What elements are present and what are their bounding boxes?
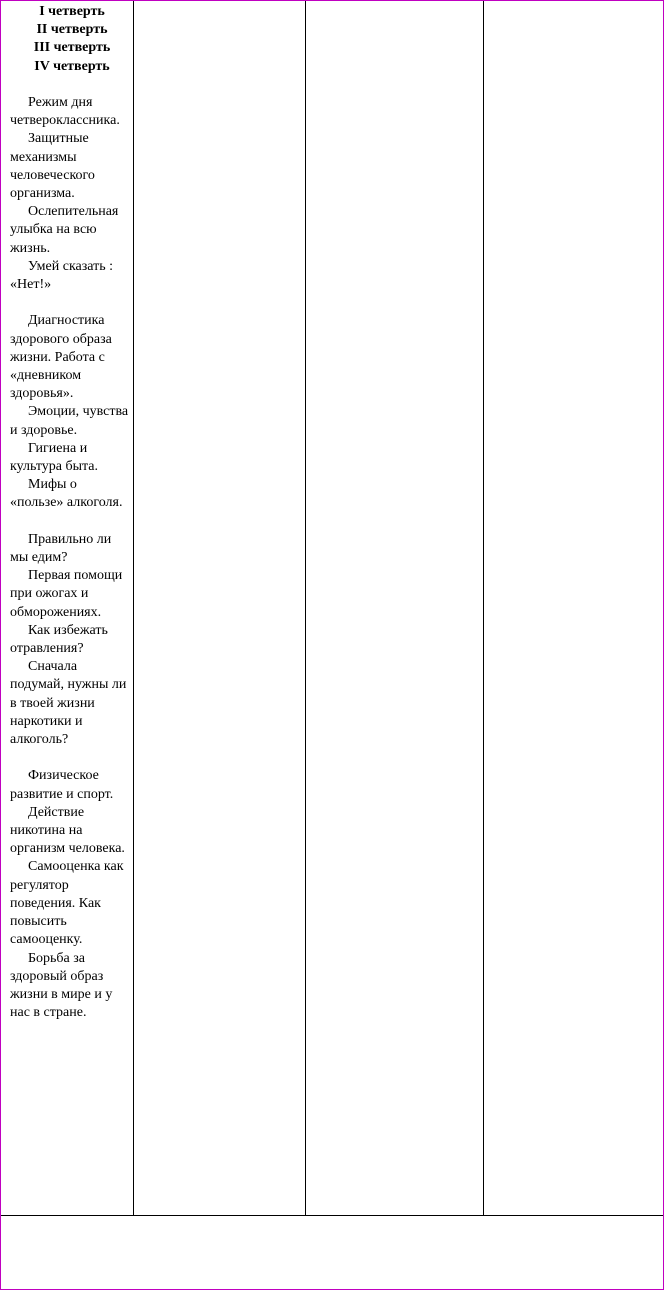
topic-item: Защитные механизмы человеческого организма.: [10, 131, 95, 202]
topic-group-1: [10, 94, 129, 294]
topic-item: Гигиена и культура быта.: [10, 440, 99, 475]
topic-item: Борьба за здоровый образ жизни в мире и у нас в стране.: [10, 950, 113, 1021]
topic-item: Как избежать отравления?: [10, 622, 108, 657]
topics-cell: [1, 1, 134, 1216]
topic-item: Эмоции, чувства и здоровье.: [10, 404, 129, 438]
topic-item: Правильно ли мы едим?: [10, 531, 112, 566]
topic-item: Ослепительная улыбка на всю жизнь.: [10, 204, 119, 256]
empty-cell-2: [134, 1, 306, 1216]
topic-item: Диагностика здорового образа жизни. Работа с «дневником здоровья».: [10, 313, 112, 402]
quarter-headings: [10, 3, 129, 76]
topic-item: Самооценка как регулятор поведения. Как повысить самооценку.: [10, 859, 124, 948]
empty-cell-3: [306, 1, 484, 1216]
quarter-heading-4: IV четверть: [34, 58, 110, 74]
topic-item: Физическое развитие и спорт.: [10, 768, 114, 802]
table-row: [1, 1, 664, 1216]
quarter-heading-2: II четверть: [36, 22, 108, 38]
topic-item: Сначала подумай, нужны ли в твоей жизни наркотики и алкоголь?: [10, 659, 127, 748]
quarter-heading-1: I четверть: [39, 4, 105, 19]
topic-group-2: [10, 312, 129, 512]
empty-cell-4: [484, 1, 664, 1216]
topic-item: Первая помощи при ожогах и обморожениях.: [10, 568, 123, 620]
topic-group-4: [10, 767, 129, 1022]
topic-item: Режим дня четвероклассника.: [10, 95, 120, 129]
topic-item: Умей сказать : «Нет!»: [10, 258, 114, 293]
quarter-heading-3: III четверть: [33, 40, 111, 56]
topic-item: Мифы о «пользе» алкоголя.: [10, 477, 123, 511]
topic-group-3: [10, 531, 129, 749]
topic-item: Действие никотина на организм человека.: [10, 804, 125, 857]
